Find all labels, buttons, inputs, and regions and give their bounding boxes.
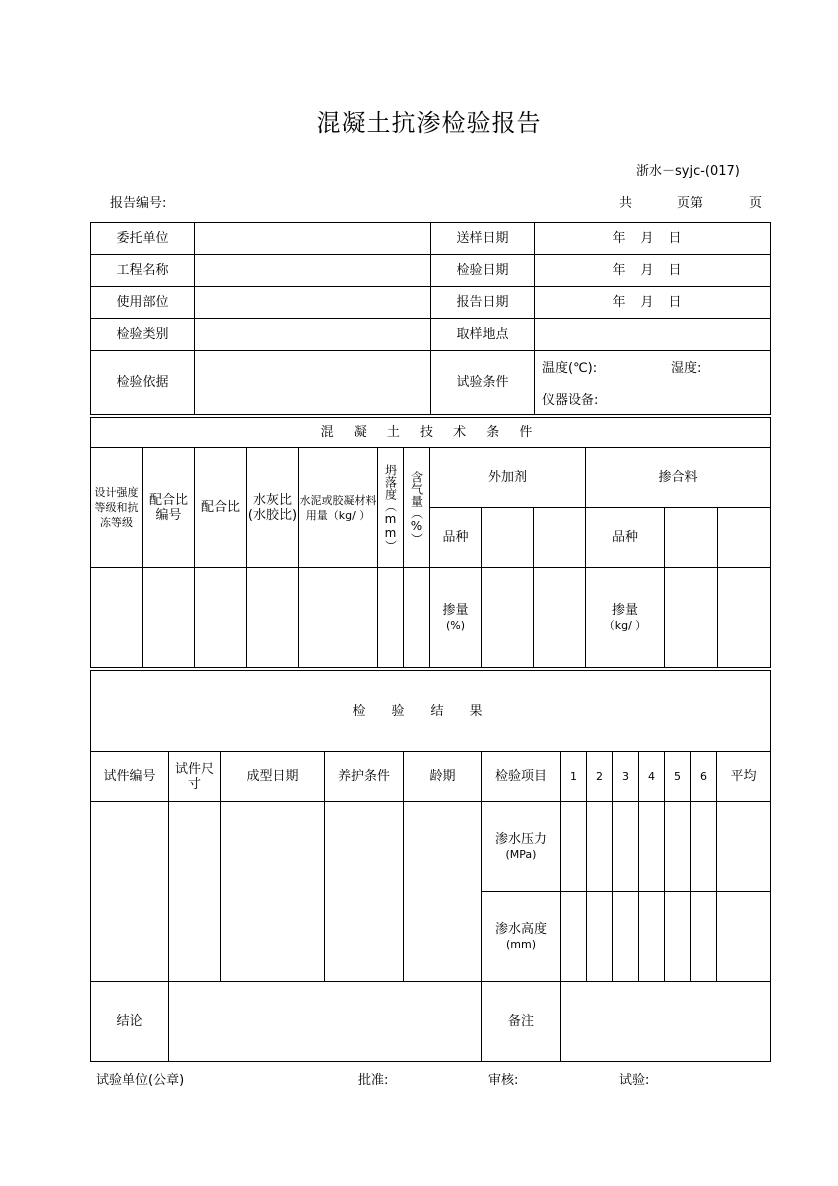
category-label: 检验类别 <box>91 319 195 351</box>
wc-ratio-value[interactable] <box>247 568 299 668</box>
average-header: 平均 <box>717 752 771 802</box>
report-date-value[interactable] <box>535 287 771 319</box>
col-4-header: 4 <box>639 752 665 802</box>
instrument-label: 仪器设备: <box>542 392 599 408</box>
pressure-cell-3[interactable] <box>613 802 639 892</box>
col-3-header: 3 <box>613 752 639 802</box>
addition-header: 掺合料 <box>586 448 771 508</box>
test-date-value[interactable] <box>535 255 771 287</box>
year-label: 年 <box>612 231 626 246</box>
remarks-label: 备注 <box>482 982 561 1062</box>
day-label: 日 <box>668 295 682 310</box>
addition-variety-cell-2[interactable] <box>718 508 771 568</box>
admixture-dosage-cell-2[interactable] <box>534 568 586 668</box>
results-table <box>90 670 771 1062</box>
mix-ratio-header: 配合比 <box>195 448 247 568</box>
height-cell-5[interactable] <box>665 892 691 982</box>
mix-no-value[interactable] <box>143 568 195 668</box>
admixture-dosage-cell-1[interactable] <box>482 568 534 668</box>
page-mid-label: 页第 <box>677 196 704 211</box>
age-value[interactable] <box>404 802 482 982</box>
wc-ratio-header: 水灰比(水胶比) <box>247 448 299 568</box>
client-label: 委托单位 <box>91 223 195 255</box>
specimen-no-value[interactable] <box>91 802 169 982</box>
height-average[interactable] <box>717 892 771 982</box>
location-value[interactable] <box>195 287 431 319</box>
year-label: 年 <box>612 295 626 310</box>
slump-header: 坍落度（mm） <box>378 448 404 568</box>
conclusion-label: 结论 <box>91 982 169 1062</box>
addition-variety-cell-1[interactable] <box>665 508 718 568</box>
footer-review-label: 审核: <box>488 1073 519 1088</box>
month-label: 月 <box>640 231 654 246</box>
sample-date-label: 送样日期 <box>431 223 535 255</box>
mix-ratio-value[interactable] <box>195 568 247 668</box>
col-6-header: 6 <box>691 752 717 802</box>
pressure-cell-6[interactable] <box>691 802 717 892</box>
specimen-size-value[interactable] <box>169 802 221 982</box>
project-label: 工程名称 <box>91 255 195 287</box>
specimen-size-header: 试件尺寸 <box>169 752 221 802</box>
day-label: 日 <box>668 231 682 246</box>
item-header: 检验项目 <box>482 752 561 802</box>
height-label: 渗水高度 (mm) <box>482 892 561 982</box>
mix-no-header: 配合比编号 <box>143 448 195 568</box>
admixture-header: 外加剂 <box>430 448 586 508</box>
page-total-prefix: 共 <box>619 196 633 211</box>
height-cell-2[interactable] <box>587 892 613 982</box>
mold-date-header: 成型日期 <box>221 752 325 802</box>
cement-amount-value[interactable] <box>299 568 378 668</box>
conditions-value[interactable] <box>535 351 771 415</box>
basis-value[interactable] <box>195 351 431 415</box>
specimen-no-header: 试件编号 <box>91 752 169 802</box>
sampling-site-value[interactable] <box>535 319 771 351</box>
design-grade-value[interactable] <box>91 568 143 668</box>
pressure-cell-5[interactable] <box>665 802 691 892</box>
addition-dosage-cell-2[interactable] <box>718 568 771 668</box>
col-2-header: 2 <box>587 752 613 802</box>
col-5-header: 5 <box>665 752 691 802</box>
slump-value[interactable] <box>378 568 404 668</box>
air-content-header: 含气量（%） <box>404 448 430 568</box>
cement-amount-header: 水泥或胶凝材料用量（kg/ ） <box>299 448 378 568</box>
sampling-site-label: 取样地点 <box>431 319 535 351</box>
humidity-label: 湿度: <box>671 360 702 376</box>
design-grade-header: 设计强度等级和抗冻等级 <box>91 448 143 568</box>
admixture-variety-cell-1[interactable] <box>482 508 534 568</box>
test-date-label: 检验日期 <box>431 255 535 287</box>
pressure-cell-4[interactable] <box>639 802 665 892</box>
client-value[interactable] <box>195 223 431 255</box>
month-label: 月 <box>640 263 654 278</box>
col-1-header: 1 <box>561 752 587 802</box>
pressure-cell-2[interactable] <box>587 802 613 892</box>
results-section-title: 检验结果 <box>91 671 771 752</box>
pressure-average[interactable] <box>717 802 771 892</box>
conclusion-value[interactable] <box>169 982 482 1062</box>
page-title: 混凝土抗渗检验报告 <box>316 109 542 137</box>
pressure-cell-1[interactable] <box>561 802 587 892</box>
project-value[interactable] <box>195 255 431 287</box>
height-cell-4[interactable] <box>639 892 665 982</box>
info-table <box>90 222 771 415</box>
addition-variety-label: 品种 <box>586 508 665 568</box>
height-cell-1[interactable] <box>561 892 587 982</box>
addition-dosage-cell-1[interactable] <box>665 568 718 668</box>
age-header: 龄期 <box>404 752 482 802</box>
admixture-dosage-label: 掺量 (%) <box>430 568 482 668</box>
curing-value[interactable] <box>325 802 404 982</box>
report-date-label: 报告日期 <box>431 287 535 319</box>
remarks-value[interactable] <box>561 982 771 1062</box>
form-code: 浙水－syjc-(017) <box>636 164 740 179</box>
temperature-label: 温度(℃): <box>542 360 598 376</box>
admixture-variety-label: 品种 <box>430 508 482 568</box>
report-number-label: 报告编号: <box>110 196 167 211</box>
height-cell-6[interactable] <box>691 892 717 982</box>
admixture-variety-cell-2[interactable] <box>534 508 586 568</box>
basis-label: 检验依据 <box>91 351 195 415</box>
addition-dosage-label: 掺量 （kg/ ） <box>586 568 665 668</box>
tech-section-title: 混 凝 土 技 术 条 件 <box>91 418 771 448</box>
location-label: 使用部位 <box>91 287 195 319</box>
footer-unit-label: 试验单位(公章) <box>96 1073 185 1088</box>
month-label: 月 <box>640 295 654 310</box>
year-label: 年 <box>612 263 626 278</box>
curing-header: 养护条件 <box>325 752 404 802</box>
height-cell-3[interactable] <box>613 892 639 982</box>
pressure-label: 渗水压力 (MPa) <box>482 802 561 892</box>
conditions-label: 试验条件 <box>431 351 535 415</box>
day-label: 日 <box>668 263 682 278</box>
air-content-value[interactable] <box>404 568 430 668</box>
mold-date-value[interactable] <box>221 802 325 982</box>
footer-approve-label: 批准: <box>358 1073 389 1088</box>
page-suffix: 页 <box>749 196 763 211</box>
sample-date-value[interactable] <box>535 223 771 255</box>
tech-table <box>90 417 771 668</box>
footer-test-label: 试验: <box>619 1073 650 1088</box>
category-value[interactable] <box>195 319 431 351</box>
